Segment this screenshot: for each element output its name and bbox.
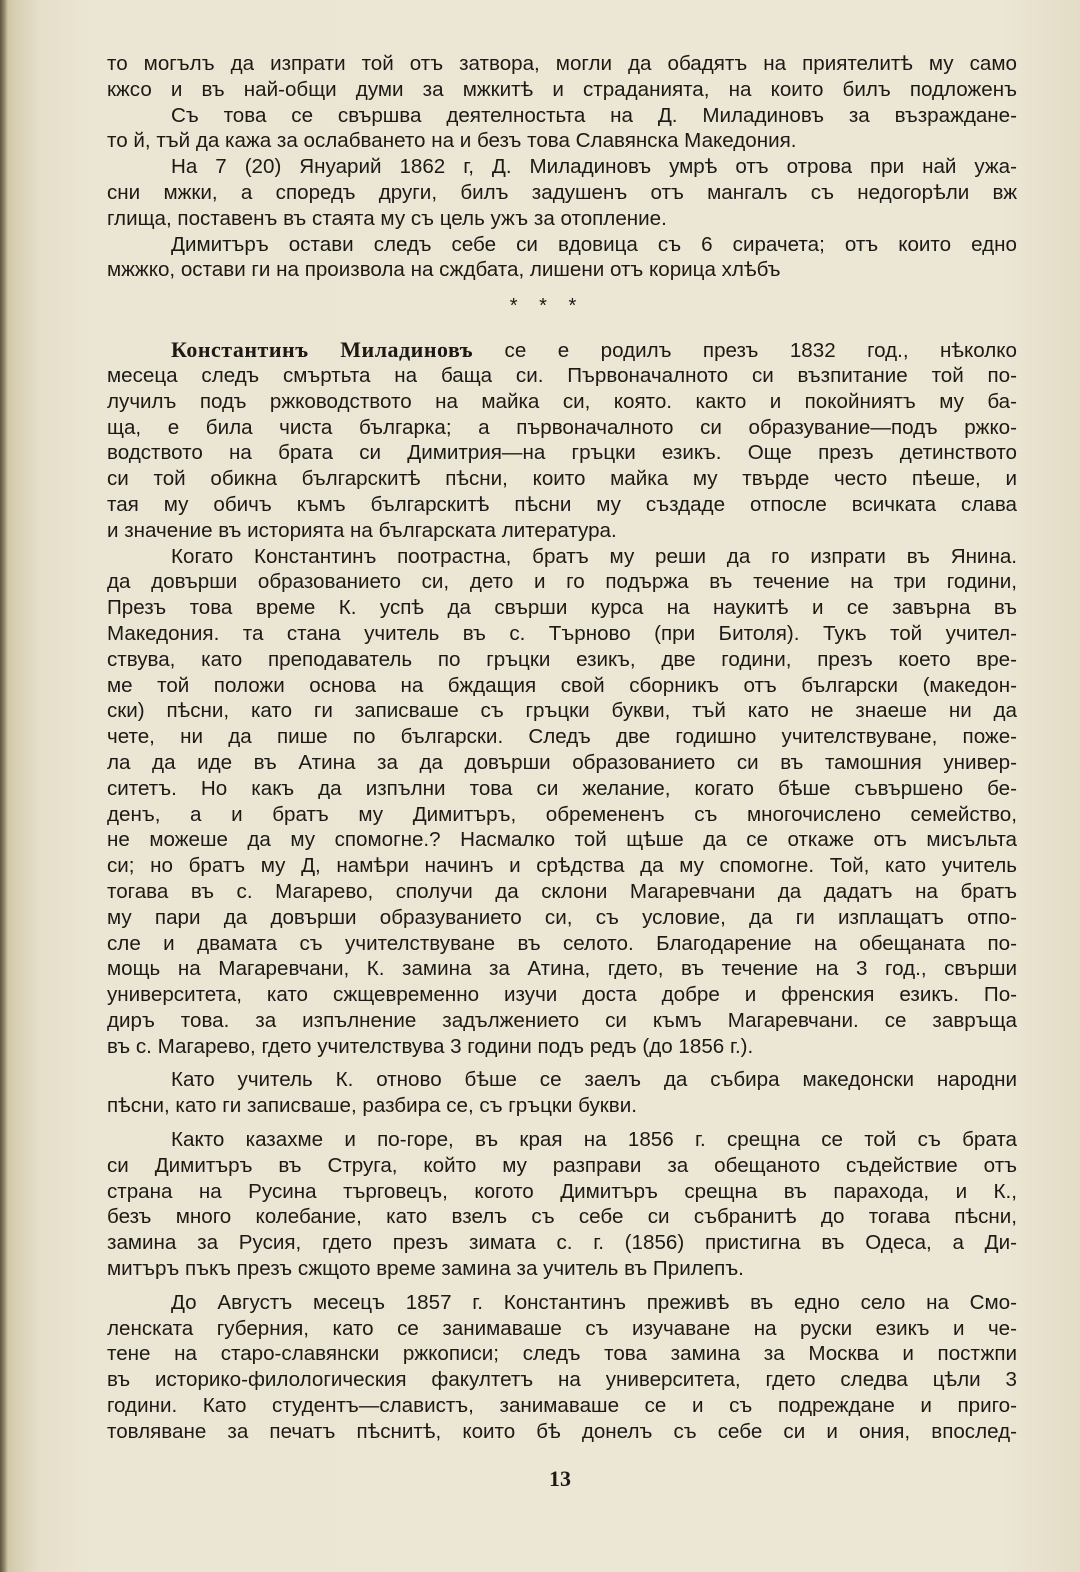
page-text [107,51,1017,1445]
book-spine-shadow [0,0,8,1572]
text-line: страна на Русина търговецъ, когото Димитъръ срещна въ парахода, и К., [107,1179,1017,1203]
text-line: му пари да довърши образуванието си, съ условие, да ги изплащатъ отпо- [107,905,1017,929]
text-line: ща, е била чиста българка; а първоначалното си образувание—подъ ржко- [107,415,1017,439]
text-line: то могълъ да изпрати той отъ затвора, могли да обадятъ на приятелитѣ му само [107,52,1017,75]
paragraph-konstantin [107,337,1017,543]
text-line: университета, като сжщевременно изучи доста добре и френския езикъ. По- [107,983,1017,1007]
text-line: мжжко, остави ги на произвола на сждбата, лишени отъ корица хлѣбъ [107,258,781,282]
text-line: не можеше да му спомогне.? Насмалко той щѣше да се откаже отъ мисъльта [107,828,1017,852]
text-line: си той обикна българскитѣ пѣсни, които майка му твърде често пѣеше, и [107,467,1017,491]
text-line: денъ, а и братъ му Димитъръ, обремененъ съ многочислено семейство, [107,802,1017,826]
text-line: ствува, като преподаватель по гръцки езикъ, две години, презъ което вре- [107,647,1017,671]
text-line: товляване за печатъ пѣснитѣ, които бѣ донелъ съ себе си и ония, впослед- [107,1419,1017,1443]
text-line: Когато Константинъ поотрастна, братъ му реши да го изпрати въ Янина. [171,544,1017,568]
first-line-rest: се е родилъ презъ 1832 год., нѣколко [473,339,1017,363]
text-line: да довърши образованието си, дето и го подържа въ течение на три години, [107,570,1017,594]
text-line: тогава въ с. Магарево, сполучи да склони Магаревчани да дадатъ на братъ [107,879,1017,903]
text-line: години. Като студентъ—славистъ, занимаваше се и съ подреждане и приго- [107,1394,1017,1418]
text-line: си Димитъръ въ Струга, който му разправи за обещаното съдействие отъ [107,1153,1017,1177]
text-line: месеца следъ смъртьта на баща си. Първоначалното си възпитание той по- [107,363,1017,387]
text-line: мощь на Магаревчани, К. замина за Атина, гдето, въ течение на 3 год., свърши [107,957,1017,981]
text-line: и значение въ историята на българската литература. [107,518,617,542]
paragraph-kakto [107,1127,1017,1282]
text-line: глища, поставенъ въ стаята му съ цель ужъ за отопление. [107,206,667,230]
text-line: сле и двамата съ учителствуване въ селото. Благодарение на обещаната по- [107,931,1017,955]
text-line: Македония. та стана учитель въ с. Търново (при Битоля). Тукъ той учител- [107,621,1017,645]
text-line: въ с. Магарево, гдето учителствува 3 години подъ редъ (до 1856 г.). [107,1034,754,1058]
section-separator: * * * [509,295,585,318]
person-name-heading: Константинъ Миладиновъ [171,337,474,363]
text-line [107,337,1017,363]
paragraph-kato [107,1067,1017,1119]
text-line: ме той положи основа на бждащия свой сборникъ отъ български (македон- [107,673,1017,697]
text-line: си; но братъ му Д, намѣри начинъ и срѣдства да му спомогне. Той, като учитель [107,854,1017,878]
text-line: ленската губерния, като се занимаваше съ изучаване на руски езикъ и че- [107,1316,1017,1340]
text-line: ски) пѣсни, като ги записваше съ гръцки букви, тъй като не знаеше ни да [107,699,1017,723]
text-line: На 7 (20) Януарий 1862 г, Д. Миладиновъ умрѣ отъ отрова при най ужа- [171,155,1017,179]
text-line: ла да иде въ Атина за да довърши образованието си въ тамошния универ- [107,750,1017,774]
text-line: лучилъ подъ ржководството на майка си, която. както и покойниятъ му ба- [107,389,1017,413]
text-line: то й, тъй да кажа за ослабването на и безъ това Славянска Македония. [107,129,797,153]
paragraph-kogato [107,544,1017,1060]
text-line: тене на старо-славянски ржкописи; следъ това замина за Москва и постжпи [107,1342,1017,1366]
page-number: 13 [549,1466,571,1491]
text-line: тая му обичъ къмъ българскитѣ пѣсни му създаде отпосле всичката слава [107,492,1017,516]
text-line: въ историко-филологическия факултетъ на университета, гдето следва цѣли 3 [107,1368,1017,1392]
text-line: сни мжки, а споредъ други, билъ задушенъ отъ мангалъ съ недогорѣли вж [107,180,1017,204]
text-line: митъръ пъкъ презъ сжщото време замина за учитель въ Прилепъ. [107,1257,744,1281]
text-line: пѣсни, като ги записваше, разбира се, съ гръцки букви. [107,1094,637,1118]
text-line: безъ много колебание, като взелъ съ себе си събранитѣ до тогава пѣсни, [107,1205,1017,1229]
text-line: замина за Русия, гдето презъ зимата с. г. (1856) пристигна въ Одеса, а Ди- [107,1231,1017,1255]
text-line: Както казахме и по-горе, въ края на 1856 г. срещна се той съ брата [171,1128,1017,1152]
text-line: Презъ това време К. успѣ да свърши курса на наукитѣ и се завърна въ [107,596,1017,620]
text-line: До Августъ месецъ 1857 г. Константинъ преживѣ въ едно село на Смо- [171,1290,1017,1314]
paragraph-do [107,1290,1017,1445]
text-line: диръ това. за изпълнение задължението си къмъ Магаревчани. се завръща [107,1008,1017,1032]
paragraph-top [107,51,1017,283]
text-line: Съ това се свършва деятелностьта на Д. Миладиновъ за възраждане- [171,103,1017,127]
text-line: водството на брата си Димитрия—на гръцки езикъ. Още презъ детинството [107,441,1017,465]
text-line: Димитъръ остави следъ себе си вдовица съ 6 сирачета; отъ които едно [171,232,1017,256]
text-line: кжсо и въ най-общи думи за мжкитѣ и страданията, на които билъ подложенъ [107,77,1017,101]
text-line: чете, ни да пише по български. Следъ две годишно учителствуване, поже- [107,725,1017,749]
text-line: Като учитель К. отново бѣше се заелъ да събира македонски народни [171,1068,1017,1092]
text-line: ситетъ. Но какъ да изпълни това си желание, когато бѣше съвършено бе- [107,776,1017,800]
